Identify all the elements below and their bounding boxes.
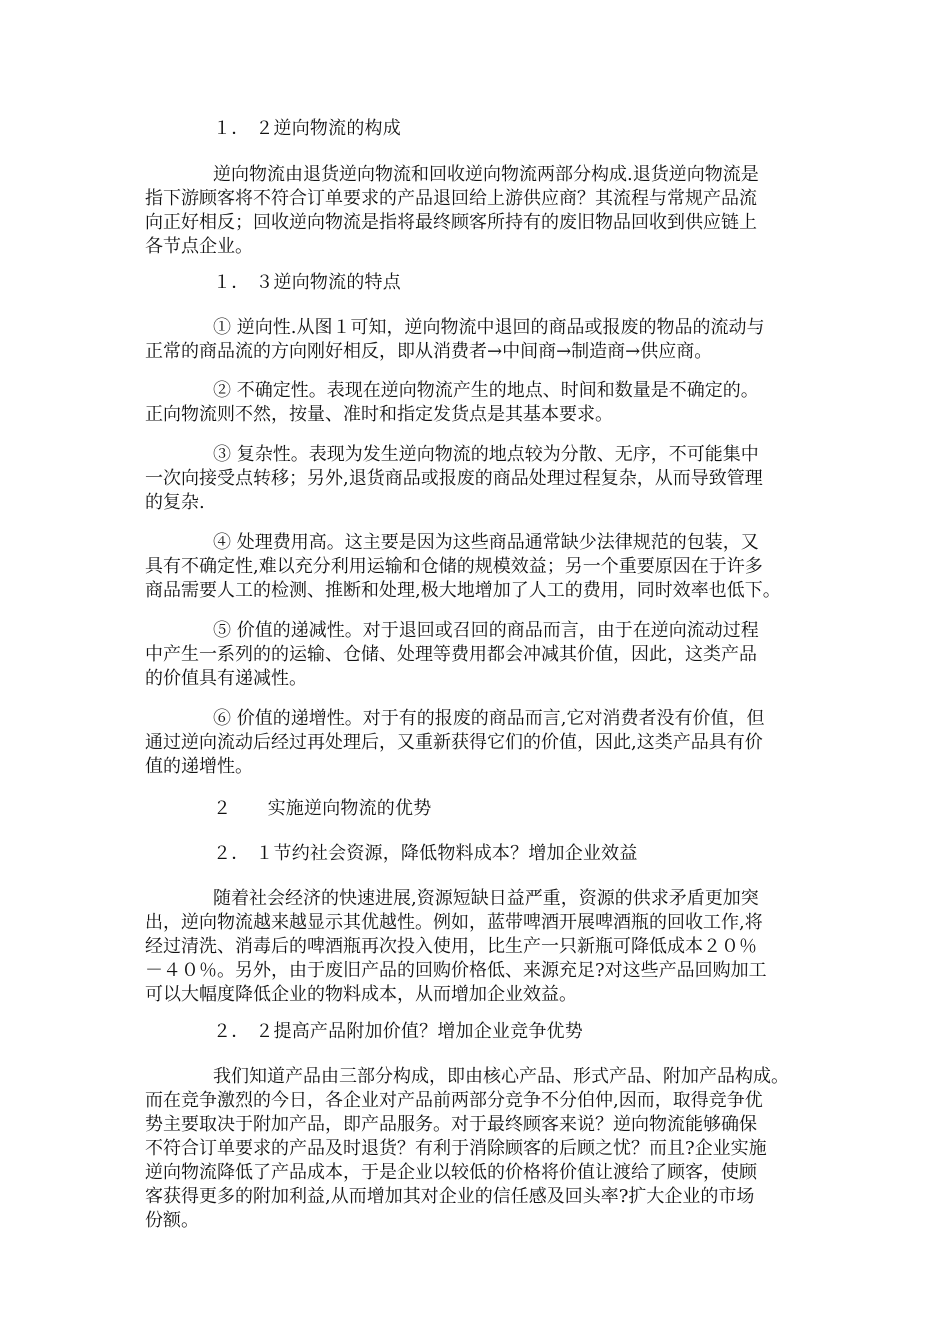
heading-1-3: １． ３逆向物流的特点 <box>213 272 401 293</box>
paragraph-feature-5 <box>145 619 835 691</box>
paragraph-added-value <box>145 1065 835 1233</box>
text-line: 各节点企业。 <box>145 236 253 257</box>
heading-1-2: １． ２逆向物流的构成 <box>213 118 401 139</box>
text-line: 逆向物流由退货逆向物流和回收逆向物流两部分构成.退货逆向物流是 <box>213 164 759 185</box>
paragraph-feature-3 <box>145 443 835 515</box>
text-line: 具有不确定性,难以充分利用运输和仓储的规模效益；另一个重要原因在于许多 <box>145 556 763 577</box>
text-line: ⑥ 价值的递增性。对于有的报废的商品而言,它对消费者没有价值，但 <box>213 708 765 729</box>
text-line: ⑤ 价值的递减性。对于退回或召回的商品而言，由于在逆向流动过程 <box>213 620 759 641</box>
paragraph-save-resources <box>145 887 835 1007</box>
paragraph-feature-2 <box>145 379 835 427</box>
text-line: －４０％。另外，由于废旧产品的回购价格低、来源充足?对这些产品回购加工 <box>145 960 767 981</box>
text-line: 向正好相反；回收逆向物流是指将最终顾客所持有的废旧物品回收到供应链上 <box>145 212 757 233</box>
text-line: 出，逆向物流越来越显示其优越性。例如，蓝带啤酒开展啤酒瓶的回收工作,将 <box>145 912 763 933</box>
text-line: 一次向接受点转移；另外,退货商品或报废的商品处理过程复杂，从而导致管理 <box>145 468 763 489</box>
text-line: ④ 处理费用高。这主要是因为这些商品通常缺少法律规范的包装，又 <box>213 532 759 553</box>
text-line: 而在竞争激烈的今日，各企业对产品前两部分竞争不分伯仲,因而，取得竞争优 <box>145 1090 763 1111</box>
paragraph-feature-6 <box>145 707 835 779</box>
text-line: 中产生一系列的的运输、仓储、处理等费用都会冲减其价值，因此，这类产品 <box>145 644 757 665</box>
text-line: 逆向物流降低了产品成本，于是企业以较低的价格将价值让渡给了顾客，使顾 <box>145 1162 757 1183</box>
paragraph-feature-4 <box>145 531 835 603</box>
text-line: 随着社会经济的快速进展,资源短缺日益严重，资源的供求矛盾更加突 <box>213 888 759 909</box>
paragraph-feature-1 <box>145 316 835 364</box>
text-line: 份额。 <box>145 1210 199 1231</box>
heading-2-2: ２． ２提高产品附加价值？增加企业竞争优势 <box>213 1021 583 1042</box>
text-line: 势主要取决于附加产品，即产品服务。对于最终顾客来说？逆向物流能够确保 <box>145 1114 757 1135</box>
paragraph-composition <box>145 163 835 259</box>
text-line: 经过清洗、消毒后的啤酒瓶再次投入使用，比生产一只新瓶可降低成本２０％ <box>145 936 757 957</box>
text-line: 值的递增性。 <box>145 756 253 777</box>
text-line: 商品需要人工的检测、推断和处理,极大地增加了人工的费用，同时效率也低下。 <box>145 580 781 601</box>
text-line: 不符合订单要求的产品及时退货？有利于消除顾客的后顾之忧？而且?企业实施 <box>145 1138 767 1159</box>
heading-2: ２ 实施逆向物流的优势 <box>213 798 432 819</box>
text-line: 正向物流则不然，按量、准时和指定发货点是其基本要求。 <box>145 404 613 425</box>
text-line: 通过逆向流动后经过再处理后，又重新获得它们的价值，因此,这类产品具有价 <box>145 732 763 753</box>
text-line: ③ 复杂性。表现为发生逆向物流的地点较为分散、无序，不可能集中 <box>213 444 759 465</box>
text-line: ② 不确定性。表现在逆向物流产生的地点、时间和数量是不确定的。 <box>213 380 759 401</box>
text-line: 的价值具有递减性。 <box>145 668 307 689</box>
text-line: 的复杂. <box>145 492 205 513</box>
heading-2-1: ２． １节约社会资源，降低物料成本？增加企业效益 <box>213 843 638 864</box>
text-line: 可以大幅度降低企业的物料成本，从而增加企业效益。 <box>145 984 577 1005</box>
text-line: 正常的商品流的方向刚好相反，即从消费者→中间商→制造商→供应商。 <box>145 341 713 362</box>
text-line: 指下游顾客将不符合订单要求的产品退回给上游供应商？其流程与常规产品流 <box>145 188 757 209</box>
text-line: 客获得更多的附加利益,从而增加其对企业的信任感及回头率?扩大企业的市场 <box>145 1186 755 1207</box>
text-line: 我们知道产品由三部分构成，即由核心产品、形式产品、附加产品构成。 <box>213 1066 789 1087</box>
text-line: ① 逆向性.从图１可知，逆向物流中退回的商品或报废的物品的流动与 <box>213 317 765 338</box>
